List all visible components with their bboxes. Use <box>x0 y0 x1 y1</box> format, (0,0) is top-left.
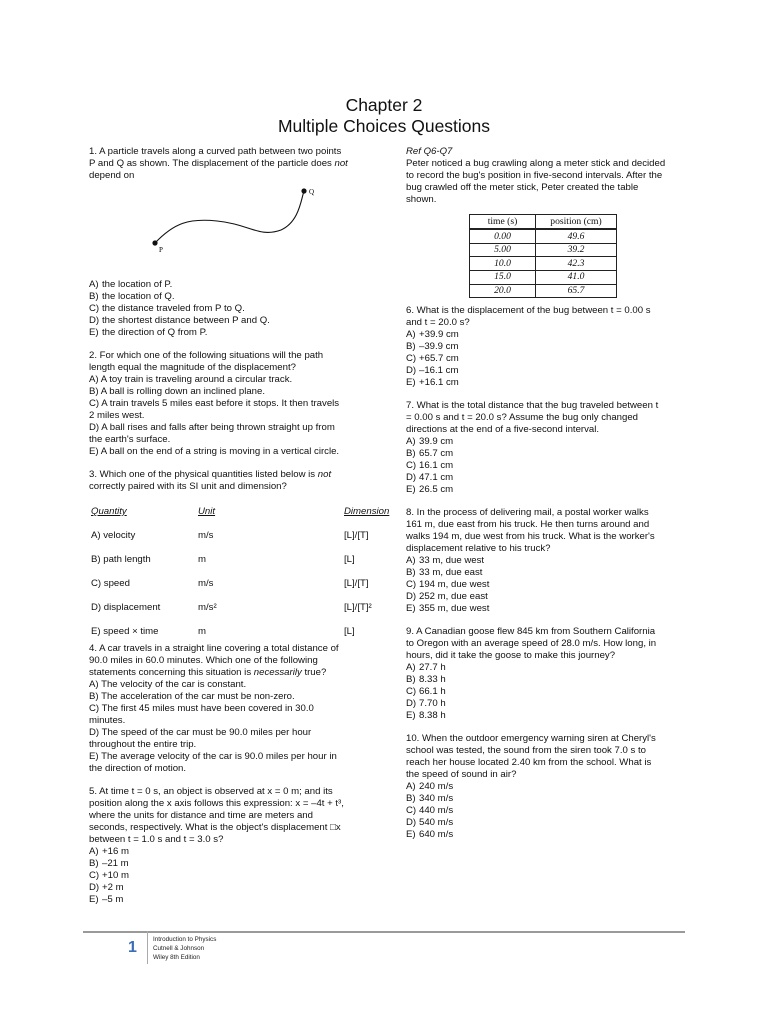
q7-option-d <box>406 472 686 484</box>
q10-options <box>406 781 686 841</box>
option-letter: E) <box>406 710 416 722</box>
footer-line: Introduction to Physics <box>153 936 217 943</box>
q6-option-d <box>406 365 686 377</box>
option-letter: B) <box>406 792 416 804</box>
option-text: 65.7 cm <box>419 448 454 460</box>
intro-text-line: bug crawled off the meter stick, Peter created the table <box>406 182 639 194</box>
option-text: +10 m <box>102 870 129 882</box>
point-p <box>152 241 157 246</box>
q4-text-line: 4. A car travels in a straight line covering a total distance of <box>89 642 339 654</box>
table-row <box>470 257 617 271</box>
option-letter: D) <box>89 882 100 894</box>
question-2 <box>89 350 399 458</box>
question-4 <box>89 643 399 776</box>
table-row <box>470 284 617 298</box>
option-letter: E) <box>406 377 416 389</box>
option-text: 27.7 h <box>419 661 446 673</box>
position-cell: 39.2 <box>536 243 617 257</box>
table-header-position: position (cm) <box>536 215 617 230</box>
q6-option-e <box>406 377 686 389</box>
chapter-heading: Chapter 2 <box>345 95 423 115</box>
q6-text-line: 6. What is the displacement of the bug between t = 0.00 s <box>406 305 651 317</box>
q10-text-line: school was tested, the sound from the siren took 7.0 s to <box>406 744 646 756</box>
intro-text-line: shown. <box>406 194 437 206</box>
q6-option-c <box>406 353 686 365</box>
option-text: –39.9 cm <box>419 341 459 353</box>
option-text: 340 m/s <box>419 792 454 804</box>
option-text: 252 m, due east <box>419 591 488 603</box>
option-text: 240 m/s <box>419 780 454 792</box>
q5-text-line: 5. At time t = 0 s, an object is observed at x = 0 m; and its <box>89 785 333 797</box>
position-cell: 65.7 <box>536 284 617 298</box>
option-text: 194 m, due west <box>419 579 490 591</box>
reference-label: Ref Q6-Q7 <box>406 146 453 157</box>
q1-text-line: depend on <box>89 170 135 182</box>
question-6 <box>406 305 686 389</box>
position-cell: 42.3 <box>536 257 617 271</box>
q4-text-line: 90.0 miles in 60.0 minutes. Which one of the following <box>89 654 318 666</box>
option-letter: C) <box>406 686 417 698</box>
q10-text-line: 10. When the outdoor emergency warning siren at Cheryl's <box>406 732 656 744</box>
q4-option-e-cont: the direction of motion. <box>89 763 187 775</box>
q6-options <box>406 329 686 389</box>
q5-option-c <box>89 870 399 882</box>
option-text: –5 m <box>102 894 124 906</box>
option-text: 540 m/s <box>419 817 454 829</box>
question-7 <box>406 400 686 496</box>
option-text: the location of Q. <box>102 291 175 303</box>
q10-option-d <box>406 817 686 829</box>
option-letter: A) <box>406 661 416 673</box>
q9-text-line: 9. A Canadian goose flew 845 km from Southern California <box>406 625 656 637</box>
option-letter: C) <box>406 804 417 816</box>
q8-text-line: 8. In the process of delivering mail, a postal worker walks <box>406 506 649 518</box>
option-text: 8.38 h <box>419 710 446 722</box>
unit-cell: m/s <box>198 529 214 541</box>
q4-option-d-cont: throughout the entire trip. <box>89 739 197 751</box>
option-text: 26.5 cm <box>419 484 454 496</box>
q10-option-c <box>406 805 686 817</box>
q1-text-line: P and Q as shown. The displacement of the particle does not <box>89 158 348 170</box>
q8-option-c <box>406 579 686 591</box>
option-text: +2 m <box>102 882 124 894</box>
option-letter: D) <box>89 315 100 327</box>
table-row <box>470 229 617 243</box>
quantity-table-row <box>89 602 399 615</box>
time-cell: 20.0 <box>470 284 536 298</box>
quantity-cell: C) speed <box>91 577 130 589</box>
unit-cell: m/s <box>198 577 214 589</box>
quantity-table-header: Quantity Unit Dimension <box>91 505 390 517</box>
q7-text-line: directions at the end of a five-second interval. <box>406 424 600 436</box>
intro-text-line: Peter noticed a bug crawling along a meter stick and decided <box>406 158 666 170</box>
curved-path <box>155 191 304 243</box>
option-letter: E) <box>89 327 99 339</box>
q7-options <box>406 436 686 496</box>
q4-option-a: A) The velocity of the car is constant. <box>89 679 247 691</box>
q9-option-b <box>406 674 686 686</box>
option-letter: B) <box>89 291 99 303</box>
option-letter: D) <box>406 472 417 484</box>
option-letter: B) <box>406 567 416 579</box>
table-header-time: time (s) <box>470 215 536 230</box>
q9-option-c <box>406 686 686 698</box>
time-cell: 10.0 <box>470 257 536 271</box>
q10-option-a <box>406 781 686 793</box>
option-letter: A) <box>89 279 99 291</box>
option-text: 16.1 cm <box>419 460 454 472</box>
option-text: 640 m/s <box>419 829 454 841</box>
q5-text-line: where the units for distance and time are meters and <box>89 810 313 821</box>
q2-text-line: 2. For which one of the following situations will the path <box>89 349 324 361</box>
intro-text-line: to record the bug's position in five-second intervals. After the <box>406 170 663 182</box>
q9-option-e <box>406 710 686 722</box>
q4-option-b: B) The acceleration of the car must be non-zero. <box>89 691 295 703</box>
q8-option-e <box>406 603 686 615</box>
option-letter: A) <box>406 555 416 567</box>
q4-option-c: C) The first 45 miles must have been covered in 30.0 <box>89 703 314 715</box>
option-text: +16 m <box>102 846 129 858</box>
option-text: +39.9 cm <box>419 329 459 341</box>
option-text: 355 m, due west <box>419 603 490 615</box>
q2-text-line: length equal the magnitude of the displacement? <box>89 361 296 373</box>
q5-option-e <box>89 894 399 906</box>
time-cell: 5.00 <box>470 243 536 257</box>
option-letter: C) <box>406 353 417 365</box>
unit-cell: m <box>198 625 206 637</box>
q9-text-line: to Oregon with an average speed of 28.0 m/s. How long, in <box>406 637 657 649</box>
option-text: 33 m, due east <box>419 567 483 579</box>
q4-option-d: D) The speed of the car must be 90.0 miles per hour <box>89 727 312 739</box>
q8-text-line: displacement relative to his truck? <box>406 543 551 555</box>
q1-option-b <box>89 291 399 303</box>
option-text: +16.1 cm <box>419 377 459 389</box>
q5-option-d <box>89 882 399 894</box>
option-text: 7.70 h <box>419 698 446 710</box>
q4-text-line: statements concerning this situation is necessarily true? <box>89 666 327 678</box>
label-p: P <box>159 246 163 255</box>
dimension-cell: [L]/[T]² <box>344 601 372 613</box>
q3-text-line: 3. Which one of the physical quantities listed below is not <box>89 468 332 480</box>
time-cell: 15.0 <box>470 271 536 285</box>
option-letter: D) <box>406 365 417 377</box>
q1-text-line: 1. A particle travels along a curved path between two points <box>89 146 342 157</box>
quantity-cell: D) displacement <box>91 601 161 613</box>
question-10 <box>406 733 686 841</box>
q5-text-line: position along the x axis follows this expression: x = –4t + t³, <box>89 797 344 809</box>
q2-option-d: D) A ball rises and falls after being thrown straight up from <box>89 422 335 434</box>
quantity-cell: B) path length <box>91 553 151 565</box>
q8-option-a <box>406 555 686 567</box>
q5-option-b <box>89 858 399 870</box>
q9-options <box>406 662 686 722</box>
q1-option-e <box>89 327 399 339</box>
option-letter: E) <box>406 484 416 496</box>
q4-option-c-cont: minutes. <box>89 715 126 727</box>
quantity-table <box>89 503 399 643</box>
quantity-cell: E) speed × time <box>91 625 159 637</box>
option-letter: A) <box>406 780 416 792</box>
option-text: the shortest distance between P and Q. <box>102 315 270 327</box>
option-letter: D) <box>406 817 417 829</box>
option-letter: A) <box>406 436 416 448</box>
page-title: Multiple Choices Questions <box>277 116 491 136</box>
dimension-cell: [L]/[T] <box>344 577 369 589</box>
q10-text-line: the speed of sound in air? <box>406 768 517 780</box>
q1-option-a <box>89 279 399 291</box>
q7-text-line: 7. What is the total distance that the bug traveled between t <box>406 400 659 412</box>
q7-option-a <box>406 436 686 448</box>
q1-option-d <box>89 315 399 327</box>
option-letter: B) <box>406 448 416 460</box>
q1-option-c <box>89 303 399 315</box>
q10-text-line: reach her house located 2.40 km from the school. What is <box>406 756 652 768</box>
option-letter: C) <box>89 870 100 882</box>
table-row <box>470 243 617 257</box>
option-letter: B) <box>406 674 416 686</box>
right-column <box>406 146 686 841</box>
position-time-table <box>469 214 617 298</box>
q6-option-b <box>406 341 686 353</box>
option-text: 66.1 h <box>419 686 446 698</box>
dimension-cell: [L] <box>344 625 355 637</box>
q8-text-line: walks 194 m, due west from his truck. What is the worker's <box>406 531 655 542</box>
option-letter: E) <box>89 894 99 906</box>
q9-option-a <box>406 662 686 674</box>
option-letter: C) <box>406 579 417 591</box>
option-text: the location of P. <box>102 279 173 291</box>
dimension-cell: [L]/[T] <box>344 529 369 541</box>
q7-option-c <box>406 460 686 472</box>
option-letter: E) <box>406 603 416 615</box>
footer-divider <box>147 931 148 964</box>
q5-option-a <box>89 846 399 858</box>
option-letter: C) <box>89 303 100 315</box>
q8-text-line: 161 m, due east from his truck. He then turns around and <box>406 518 650 530</box>
option-text: 8.33 h <box>419 674 446 686</box>
quantity-table-row <box>89 626 399 639</box>
position-cell: 49.6 <box>536 229 617 243</box>
q2-option-c-cont: 2 miles west. <box>89 410 145 422</box>
unit-cell: m/s² <box>198 601 217 613</box>
option-text: 33 m, due west <box>419 555 485 567</box>
q5-text-line: between t = 1.0 s and t = 3.0 s? <box>89 834 224 846</box>
quantity-cell: A) velocity <box>91 529 136 541</box>
option-text: –21 m <box>102 858 129 870</box>
option-letter: B) <box>89 858 99 870</box>
q7-option-e <box>406 484 686 496</box>
footer-citation <box>153 935 216 962</box>
option-letter: A) <box>89 846 99 858</box>
label-q: Q <box>309 188 315 197</box>
q1-options <box>89 279 399 339</box>
question-9 <box>406 626 686 722</box>
option-letter: D) <box>406 698 417 710</box>
quantity-table-row <box>89 530 399 543</box>
q2-option-b: B) A ball is rolling down an inclined plane. <box>89 386 265 398</box>
q7-option-b <box>406 448 686 460</box>
question-3 <box>89 469 399 643</box>
dimension-cell: [L] <box>344 553 355 565</box>
question-5 <box>89 786 399 906</box>
footer-rule <box>83 931 685 933</box>
option-letter: E) <box>406 829 416 841</box>
option-text: –16.1 cm <box>419 365 459 377</box>
q5-options <box>89 846 399 906</box>
point-q <box>301 189 306 194</box>
q6-option-a <box>406 329 686 341</box>
question-8 <box>406 507 686 615</box>
table-row <box>470 271 617 285</box>
option-text: 39.9 cm <box>419 436 454 448</box>
option-text: 47.1 cm <box>419 472 454 484</box>
option-letter: A) <box>406 329 416 341</box>
quantity-table-row <box>89 554 399 567</box>
q9-text-line: hours, did it take the goose to make this journey? <box>406 649 616 661</box>
option-text: the direction of Q from P. <box>102 327 208 339</box>
q7-text-line: = 0.00 s and t = 20.0 s? Assume the bug only changed <box>406 412 639 424</box>
unit-cell: m <box>198 553 206 565</box>
curved-path-diagram <box>89 188 399 258</box>
question-1 <box>89 146 399 339</box>
q8-option-d <box>406 591 686 603</box>
table-header-row <box>470 215 617 230</box>
page-number: 1 <box>128 939 137 956</box>
q3-text-line: correctly paired with its SI unit and dimension? <box>89 480 287 492</box>
option-letter: D) <box>406 591 417 603</box>
footer-line: Cutnell & Johnson <box>153 945 205 952</box>
q2-option-a: A) A toy train is traveling around a circular track. <box>89 373 293 385</box>
q10-option-b <box>406 793 686 805</box>
q8-option-b <box>406 567 686 579</box>
option-text: the distance traveled from P to Q. <box>102 303 245 315</box>
option-letter: C) <box>406 460 417 472</box>
left-column <box>89 146 399 906</box>
q6-text-line: and t = 20.0 s? <box>406 317 470 329</box>
q9-option-d <box>406 698 686 710</box>
time-cell: 0.00 <box>470 229 536 243</box>
position-cell: 41.0 <box>536 271 617 285</box>
q4-option-e: E) The average velocity of the car is 90.0 miles per hour in <box>89 751 337 763</box>
option-text: +65.7 cm <box>419 353 459 365</box>
option-text: 440 m/s <box>419 804 454 816</box>
q2-option-c: C) A train travels 5 miles east before it stops. It then travels <box>89 398 340 410</box>
option-letter: B) <box>406 341 416 353</box>
q2-option-d-cont: the earth's surface. <box>89 434 171 446</box>
q6-q7-intro <box>406 158 686 206</box>
q2-option-e: E) A ball on the end of a string is moving in a vertical circle. <box>89 446 340 458</box>
q10-option-e <box>406 829 686 841</box>
footer-line: Wiley 8th Edition <box>153 954 200 961</box>
quantity-table-row <box>89 578 399 591</box>
q8-options <box>406 555 686 615</box>
q5-text-line: seconds, respectively. What is the object's displacement □x <box>89 822 341 834</box>
